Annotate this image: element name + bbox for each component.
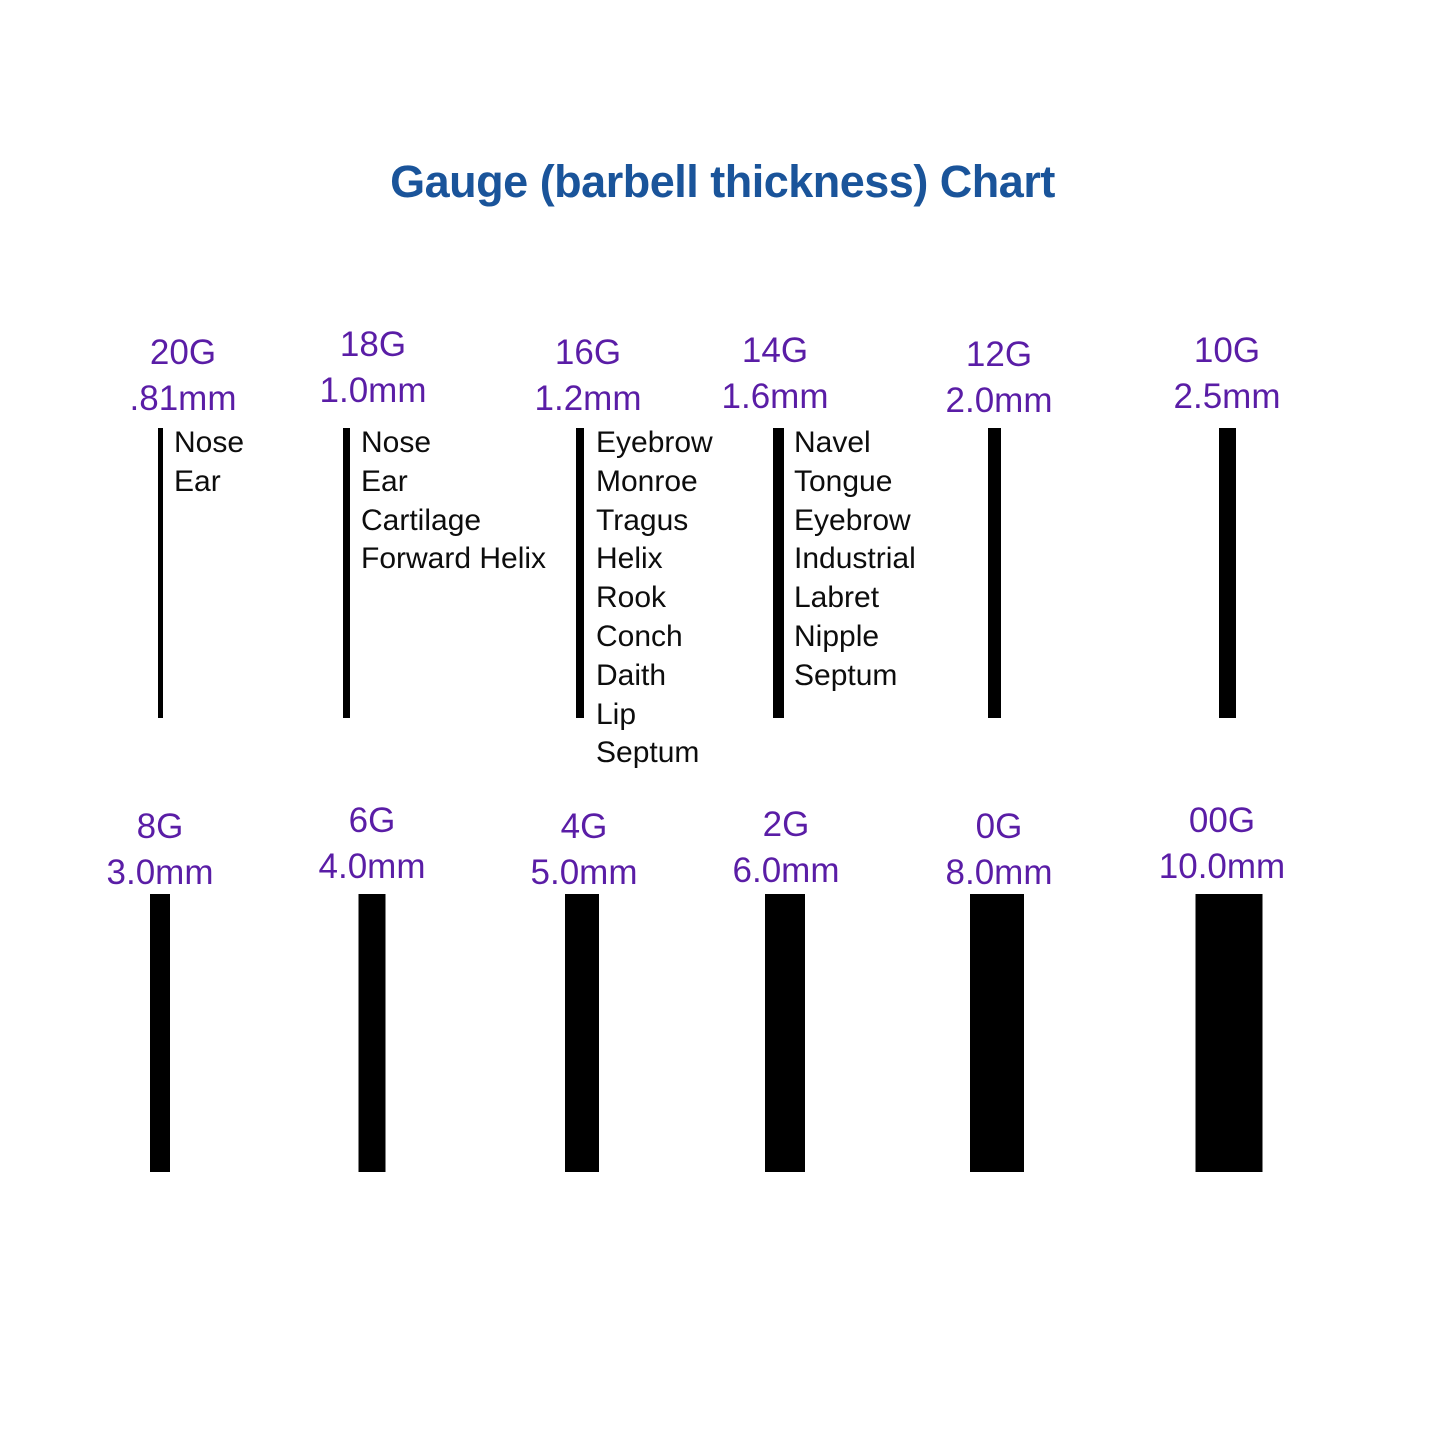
- gauge-size-label: 0G: [975, 807, 1023, 846]
- gauge-bar-14g: [773, 428, 784, 718]
- gauge-bar-16g: [576, 428, 584, 718]
- gauge-size-label: 16G: [554, 333, 622, 372]
- gauge-mm-label: 2.0mm: [945, 381, 1053, 420]
- gauge-mm-label: 2.5mm: [1173, 377, 1281, 416]
- gauge-bar-6g: [359, 894, 386, 1172]
- piercing-item: Industrial: [794, 542, 916, 576]
- gauge-size-label: 12G: [965, 335, 1033, 374]
- gauge-bar-2g: [765, 894, 805, 1172]
- gauge-mm-label: 1.0mm: [319, 371, 427, 410]
- piercing-item: Septum: [794, 658, 898, 692]
- piercing-item: Ear: [174, 464, 221, 498]
- gauge-mm-label: .81mm: [129, 379, 237, 418]
- gauge-header-00g: [1102, 798, 1342, 890]
- gauge-mm-label: 1.2mm: [534, 379, 642, 418]
- gauge-header-0g: [879, 804, 1119, 896]
- piercing-item: Daith: [596, 658, 667, 692]
- gauge-header-8g: [40, 804, 280, 896]
- piercing-item: Rook: [596, 581, 667, 615]
- gauge-mm-label: 1.6mm: [721, 377, 829, 416]
- gauge-mm-label: 8.0mm: [945, 853, 1053, 892]
- piercing-item: Monroe: [596, 464, 698, 498]
- gauge-size-label: 10G: [1193, 331, 1261, 370]
- gauge-bar-12g: [988, 428, 1001, 718]
- gauge-header-18g: [253, 322, 493, 414]
- piercing-item: Cartilage: [361, 503, 482, 537]
- gauge-size-label: 8G: [136, 807, 184, 846]
- gauge-bar-18g: [343, 428, 350, 718]
- gauge-size-label: 6G: [348, 801, 396, 840]
- gauge-size-label: 2G: [762, 805, 810, 844]
- gauge-size-label: 18G: [339, 325, 407, 364]
- piercing-item: Ear: [361, 464, 408, 498]
- piercing-item: Nose: [361, 426, 432, 459]
- gauge-size-label: 14G: [741, 331, 809, 370]
- gauge-bar-00g: [1196, 894, 1263, 1172]
- piercing-item: Forward Helix: [361, 542, 547, 576]
- gauge-bar-0g: [970, 894, 1024, 1172]
- piercing-list-20g: [174, 424, 244, 502]
- gauge-size-label: 4G: [560, 807, 608, 846]
- piercing-item: Conch: [596, 619, 683, 653]
- piercing-item: Nipple: [794, 619, 880, 653]
- piercing-item: Navel: [794, 426, 871, 459]
- piercing-item: Helix: [596, 542, 663, 576]
- gauge-mm-label: 10.0mm: [1158, 847, 1286, 886]
- chart-title: Gauge (barbell thickness) Chart: [390, 156, 1055, 207]
- gauge-header-6g: [252, 798, 492, 890]
- gauge-header-14g: [655, 328, 895, 420]
- gauge-bar-4g: [565, 894, 599, 1172]
- piercing-item: Tragus: [596, 503, 689, 537]
- gauge-size-label: 20G: [149, 333, 217, 372]
- piercing-list-18g: [361, 424, 546, 579]
- gauge-header-12g: [879, 332, 1119, 424]
- gauge-mm-label: 3.0mm: [106, 853, 214, 892]
- piercing-item: Nose: [174, 426, 245, 459]
- piercing-list-14g: [794, 424, 916, 696]
- gauge-header-2g: [666, 802, 906, 894]
- piercing-item: Septum: [596, 736, 700, 770]
- gauge-mm-label: 6.0mm: [732, 851, 840, 890]
- gauge-size-label: 00G: [1188, 801, 1256, 840]
- piercing-item: Lip: [596, 697, 637, 731]
- piercing-item: Tongue: [794, 464, 893, 498]
- gauge-header-10g: [1107, 328, 1347, 420]
- piercing-item: Labret: [794, 581, 880, 615]
- gauge-mm-label: 4.0mm: [318, 847, 426, 886]
- gauge-bar-10g: [1219, 428, 1236, 718]
- gauge-mm-label: 5.0mm: [530, 853, 638, 892]
- gauge-bar-8g: [150, 894, 170, 1172]
- gauge-bar-20g: [158, 428, 163, 718]
- piercing-item: Eyebrow: [794, 503, 911, 537]
- piercing-item: Eyebrow: [596, 426, 713, 459]
- piercing-list-16g: [596, 424, 713, 773]
